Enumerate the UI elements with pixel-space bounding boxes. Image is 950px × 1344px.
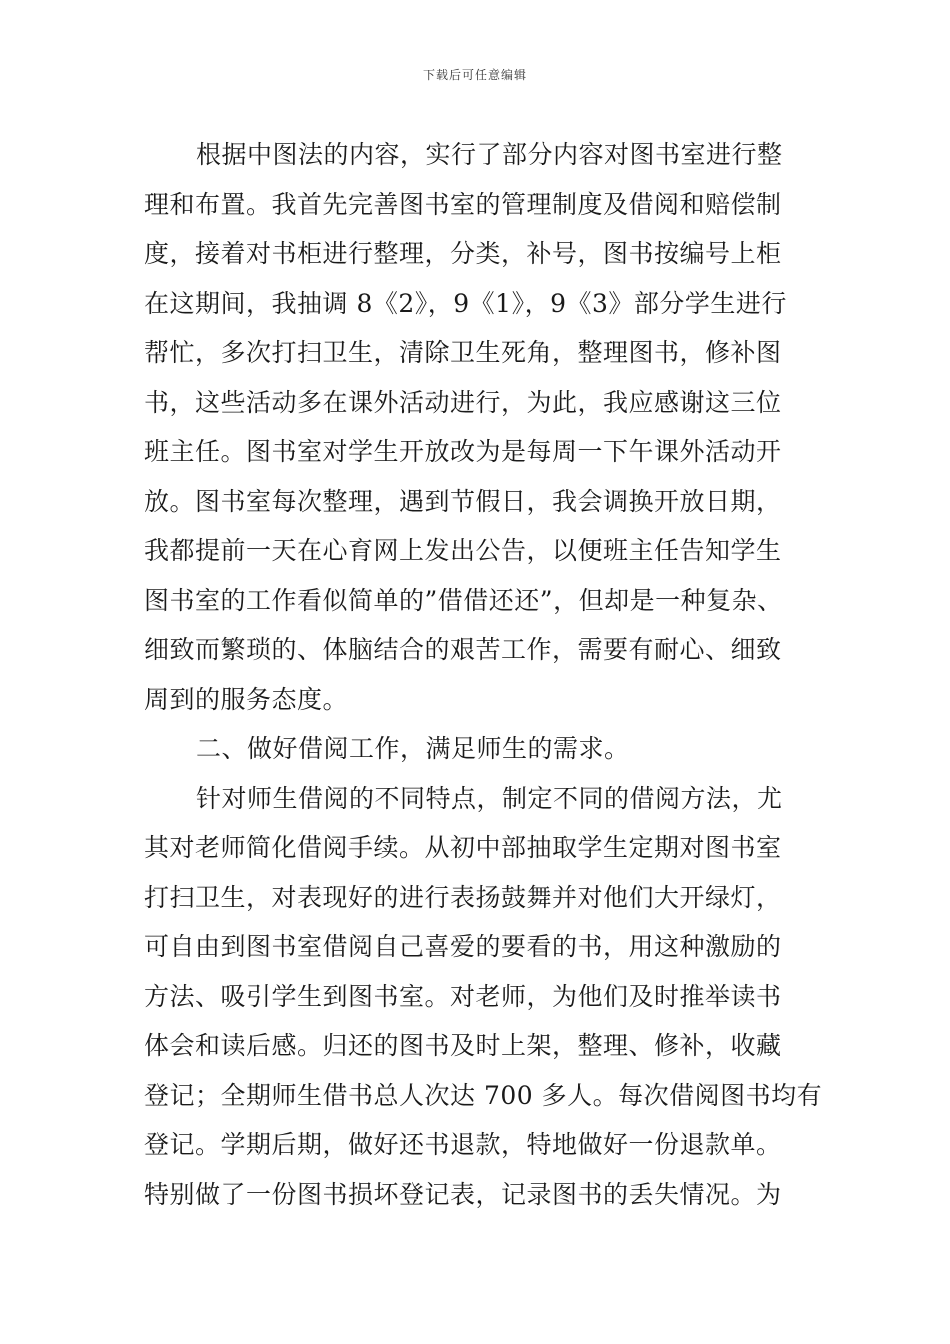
paragraph-line: 针对师生借阅的不同特点，制定不同的借阅方法，尤 xyxy=(196,783,783,813)
paragraph-line: 我都提前一天在心育网上发出公告，以便班主任告知学生 xyxy=(144,536,782,565)
paragraph-line: 根据中图法的内容，实行了部分内容对图书室进行整 xyxy=(196,140,783,169)
paragraph-line: 度，接着对书柜进行整理，分类，补号，图书按编号上柜 xyxy=(144,239,782,268)
paragraph-line: 图书室的工作看似简单的”借借还还”，但却是一种复杂、 xyxy=(144,585,783,615)
paragraph-line: 登记；全期师生借书总人次达 700 多人。每次借阅图书均有 xyxy=(144,1080,823,1110)
paragraph-line: 细致而繁琐的、体脑结合的艰苦工作，需要有耐心、细致 xyxy=(144,635,782,664)
paragraph-line: 周到的服务态度。 xyxy=(144,684,349,714)
paragraph-line: 体会和读后感。归还的图书及时上架，整理、修补，收藏 xyxy=(144,1031,782,1060)
paragraph-line: 放。图书室每次整理，遇到节假日，我会调换开放日期， xyxy=(144,486,782,516)
paragraph-line: 在这期间，我抽调 8《2》，9《1》，9《3》部分学生进行 xyxy=(144,288,787,318)
section-heading: 二、做好借阅工作，满足师生的需求。 xyxy=(196,734,630,763)
paragraph-line: 登记。学期后期，做好还书退款，特地做好一份退款单。 xyxy=(144,1130,782,1159)
paragraph-line: 帮忙，多次打扫卫生，清除卫生死角，整理图书，修补图 xyxy=(144,338,782,367)
paragraph-line: 理和布置。我首先完善图书室的管理制度及借阅和赔偿制 xyxy=(144,189,782,219)
page-header: 下载后可任意编辑 xyxy=(422,68,527,82)
paragraph-line: 可自由到图书室借阅自己喜爱的要看的书，用这种激励的 xyxy=(144,932,782,961)
paragraph-line: 特别做了一份图书损坏登记表，记录图书的丢失情况。为 xyxy=(144,1179,782,1209)
document-body xyxy=(144,130,824,1219)
paragraph-line: 班主任。图书室对学生开放改为是每周一下午课外活动开 xyxy=(144,437,782,466)
paragraph-line: 打扫卫生，对表现好的进行表扬鼓舞并对他们大开绿灯， xyxy=(144,882,782,912)
paragraph-line: 其对老师简化借阅手续。从初中部抽取学生定期对图书室 xyxy=(144,833,782,862)
paragraph-line: 方法、吸引学生到图书室。对老师，为他们及时推举读书 xyxy=(144,981,782,1011)
paragraph-line: 书，这些活动多在课外活动进行，为此，我应感谢这三位 xyxy=(144,387,782,417)
